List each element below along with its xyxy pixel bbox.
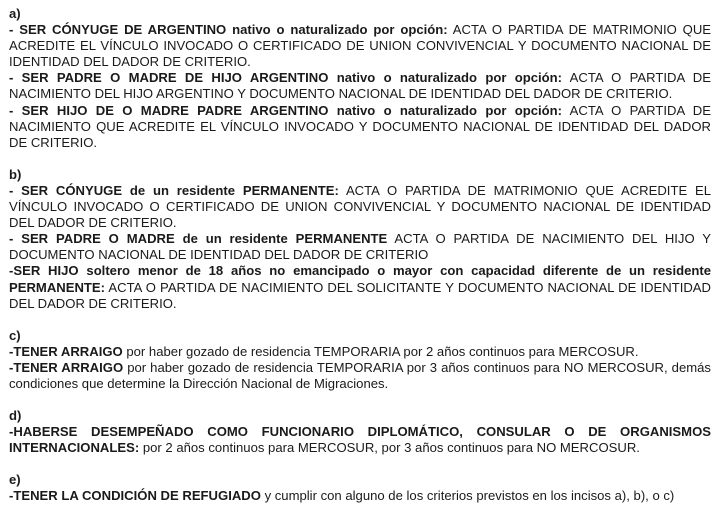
section-letter: c)	[9, 327, 21, 343]
requirement-qualifier: nativo o naturalizado por opción:	[232, 22, 448, 38]
requirement-documents: ACTA O PARTIDA DE MATRIMONIO QUE ACREDITE EL VÍNCULO INVOCADO O CERTIFICADO DE UNION CONVIVENCIAL Y DOCUMENTO NACIONAL DE IDENTIDAD DEL DADOR DE CRITERIO.	[9, 182, 711, 231]
section-letter: e)	[9, 472, 21, 488]
requirement-entry	[9, 488, 711, 504]
requirement-qualifier: de un residente PERMANENTE	[182, 231, 388, 247]
requirement-qualifier: soltero menor de 18 años no emancipado o mayor con capacidad diferente de un residente PERMANENTE:	[9, 263, 712, 295]
section-letter: b)	[9, 166, 22, 182]
requirement-qualifier: de un residente PERMANENTE:	[129, 182, 339, 198]
section-letter: d)	[9, 408, 22, 424]
section-b	[9, 167, 711, 312]
requirement-entry	[9, 70, 711, 102]
requirement-documents: ACTA O PARTIDA DE MATRIMONIO QUE ACREDITE EL VÍNCULO INVOCADO O CERTIFICADO DE UNION CONVIVENCIAL Y DOCUMENTO NACIONAL DE IDENTIDAD DEL DADOR DE CRITERIO.	[9, 22, 712, 70]
requirement-entry	[9, 263, 711, 311]
section-e	[9, 472, 711, 504]
requirement-documents: ACTA O PARTIDA DE NACIMIENTO DEL HIJO Y DOCUMENTO NACIONAL DE IDENTIDAD DEL DADOR DE CRITERIO	[9, 231, 712, 263]
requirement-title: - SER HIJO DE O MADRE PADRE ARGENTINO	[9, 102, 329, 118]
requirement-title: -TENER ARRAIGO	[9, 343, 123, 359]
requirement-text	[175, 231, 183, 246]
requirement-title: -TENER LA CONDICIÓN DE REFUGIADO	[9, 488, 261, 504]
requirement-entry	[9, 103, 711, 151]
section-d	[9, 408, 711, 456]
section-letter: a)	[9, 6, 21, 21]
requirement-entry	[9, 183, 711, 231]
requirement-text	[328, 103, 336, 118]
requirement-documents: ACTA O PARTIDA DE NACIMIENTO DEL SOLICITANTE Y DOCUMENTO NACIONAL DE IDENTIDAD DEL DADOR DE CRITERIO.	[9, 279, 711, 311]
requirement-title: - SER CÓNYUGE DE ARGENTINO	[9, 22, 227, 38]
requirement-text	[122, 183, 130, 198]
requirement-text: por haber gozado de residencia TEMPORARIA por 2 años continuos para MERCOSUR.	[122, 343, 639, 359]
requirement-text: y cumplir con alguno de los criterios previstos en los incisos a), b), o c)	[260, 488, 675, 504]
requirement-qualifier: nativo o naturalizado por opción:	[336, 70, 563, 86]
requirement-entry	[9, 424, 711, 456]
requirement-title: - SER PADRE O MADRE DE HIJO ARGENTINO	[9, 70, 329, 86]
section-a	[9, 6, 711, 151]
requirement-title: -TENER ARRAIGO	[9, 359, 124, 375]
requirement-title: -SER HIJO	[9, 263, 79, 279]
requirement-documents: ACTA O PARTIDA DE NACIMIENTO DEL HIJO ARGENTINO Y DOCUMENTO NACIONAL DE IDENTIDAD DEL DADOR DE CRITERIO.	[9, 70, 711, 102]
requirement-entry	[9, 231, 711, 263]
requirement-entry	[9, 360, 711, 392]
requirement-title: - SER CÓNYUGE	[9, 182, 123, 198]
requirement-text	[328, 70, 336, 85]
requirement-entry	[9, 344, 711, 360]
requirement-title: -HABERSE DESEMPEÑADO COMO FUNCIONARIO DIPLOMÁTICO, CONSULAR O DE ORGANISMOS INTERNACIONALES:	[9, 424, 711, 456]
requirement-text: por 2 años continuos para MERCOSUR, por 3 años continuos para NO MERCOSUR.	[139, 440, 640, 456]
requirement-qualifier: nativo o naturalizado por opción:	[336, 102, 563, 118]
requirement-text: por haber gozado de residencia TEMPORARIA por 3 años continuos para NO MERCOSUR, demás condiciones que determine la Dirección Nacional de Migraciones.	[9, 359, 711, 391]
requirement-entry	[9, 22, 711, 70]
requirement-title: - SER PADRE O MADRE	[9, 231, 175, 247]
requirement-documents: ACTA O PARTIDA DE NACIMIENTO QUE ACREDITE EL VÍNCULO INVOCADO Y DOCUMENTO NACIONAL DE IDENTIDAD DEL DADOR DE CRITERIO.	[9, 102, 711, 150]
section-c	[9, 328, 711, 392]
